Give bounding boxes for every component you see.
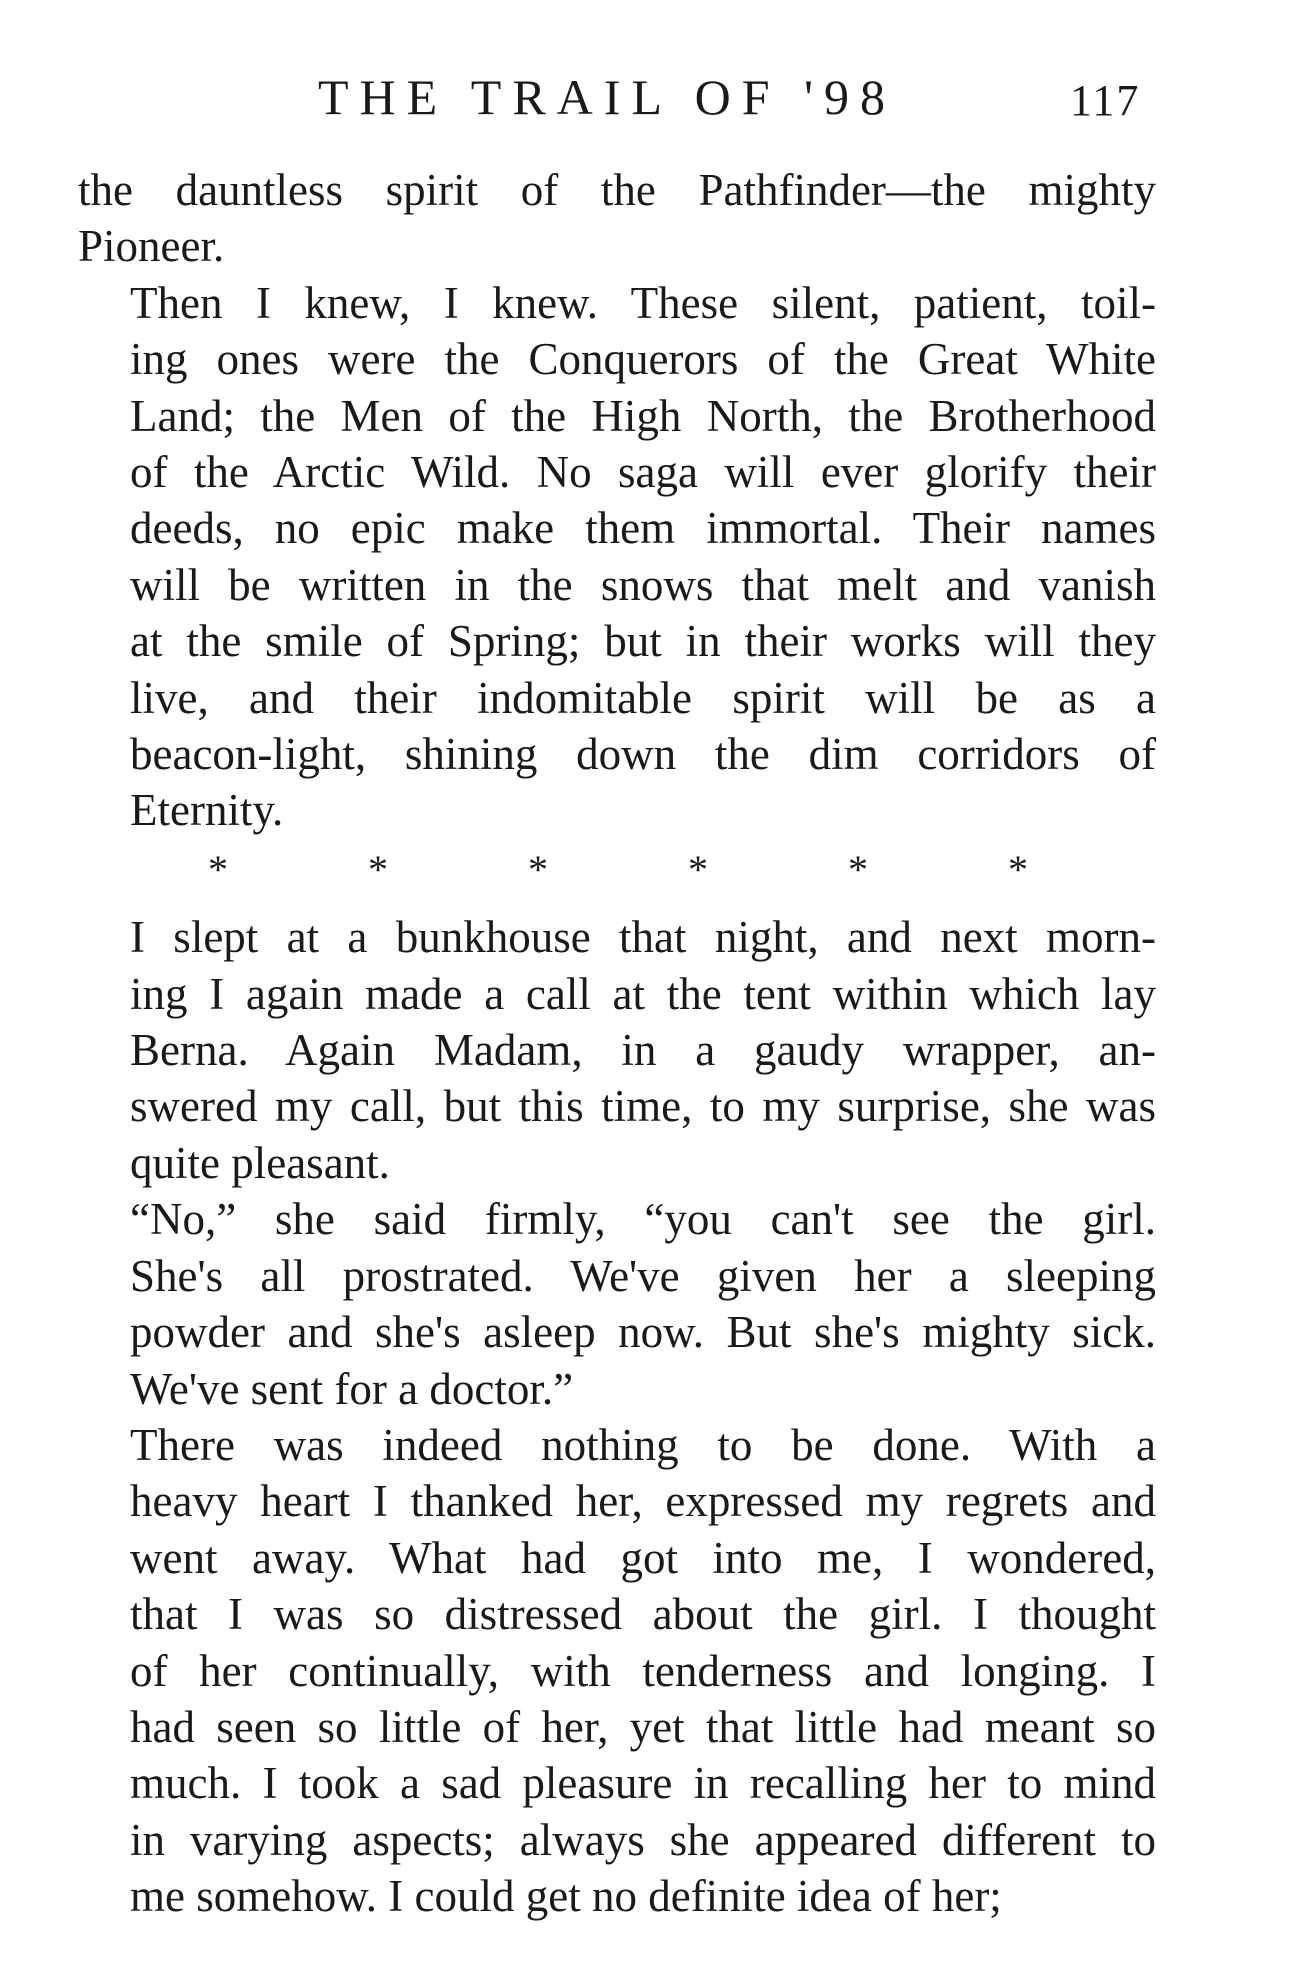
asterisk: *	[848, 846, 868, 892]
paragraph	[78, 1417, 1156, 1925]
text-line: There was indeed nothing to be done. With a	[130, 1419, 1156, 1470]
text-line: had seen so little of her, yet that little had meant so	[130, 1701, 1156, 1752]
text-line: of the Arctic Wild. No saga will ever glorify their	[130, 447, 1156, 498]
text-line: that I was so distressed about the girl. I thought	[130, 1589, 1156, 1640]
text-line: swered my call, but this time, to my surprise, she was	[130, 1081, 1156, 1132]
text-line: much. I took a sad pleasure in recalling her to mind	[130, 1758, 1156, 1809]
text-line: in varying aspects; always she appeared different to	[130, 1814, 1156, 1865]
text-line: She's all prostrated. We've given her a sleeping	[130, 1250, 1156, 1301]
text-line: We've sent for a doctor.”	[130, 1363, 574, 1414]
asterisk: *	[528, 846, 548, 892]
asterisk: *	[208, 846, 228, 892]
text-line: ing I again made a call at the tent within which lay	[130, 968, 1156, 1019]
text-line: deeds, no epic make them immortal. Their names	[130, 503, 1156, 554]
running-header	[0, 62, 1296, 132]
paragraphs-after-break	[78, 909, 1156, 1924]
text-line: at the smile of Spring; but in their works will they	[130, 616, 1156, 667]
text-line: Land; the Men of the High North, the Brotherhood	[130, 390, 1156, 441]
text-line: ing ones were the Conquerors of the Great White	[130, 334, 1156, 385]
text-line: beacon-light, shining down the dim corridors of	[130, 729, 1156, 780]
body-text	[78, 162, 1156, 1925]
paragraph	[78, 1191, 1156, 1417]
asterisk: *	[688, 846, 708, 892]
text-line: me somehow. I could get no definite idea of her;	[130, 1871, 1002, 1922]
paragraph	[78, 909, 1156, 1191]
text-line: I slept at a bunkhouse that night, and next morn-	[130, 912, 1156, 963]
text-line: Pioneer.	[78, 221, 225, 272]
text-line: Then I knew, I knew. These silent, patient, toil-	[130, 277, 1156, 328]
paragraph	[78, 275, 1156, 839]
text-line: quite pleasant.	[130, 1137, 390, 1188]
paragraphs-before-break	[78, 162, 1156, 839]
text-line: powder and she's asleep now. But she's mighty sick.	[130, 1307, 1156, 1358]
text-line: the dauntless spirit of the Pathfinder—the mighty	[78, 165, 1156, 215]
text-line: of her continually, with tenderness and longing. I	[130, 1645, 1156, 1696]
text-line: live, and their indomitable spirit will be as a	[130, 672, 1156, 723]
paragraph	[78, 162, 1156, 275]
page-number: 117	[1070, 76, 1141, 125]
section-break	[208, 839, 1028, 895]
text-line: Berna. Again Madam, in a gaudy wrapper, an-	[130, 1025, 1156, 1076]
text-line: will be written in the snows that melt and vanish	[130, 559, 1156, 610]
text-line: Eternity.	[130, 785, 284, 836]
running-title: THE TRAIL OF '98	[318, 69, 897, 125]
text-line: heavy heart I thanked her, expressed my regrets and	[130, 1476, 1156, 1527]
asterisk: *	[1008, 846, 1028, 892]
asterisk: *	[368, 846, 388, 892]
text-line: “No,” she said firmly, “you can't see the girl.	[130, 1194, 1156, 1245]
text-line: went away. What had got into me, I wondered,	[130, 1532, 1156, 1583]
